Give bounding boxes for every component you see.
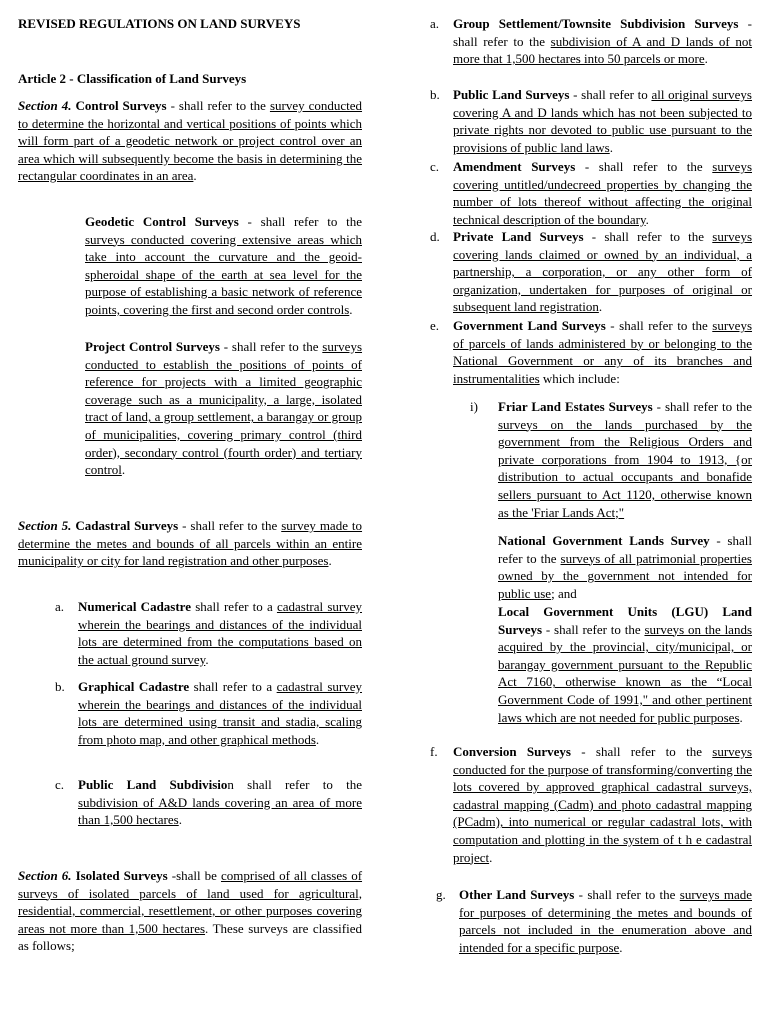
list-item-text xyxy=(78,598,362,668)
section-6-definition: comprised of all classes of surveys of isolated parcels of land used for agricultural, residential, commercial, resettlement, or other purposes covering areas not more than 1,500 hectares xyxy=(18,868,363,936)
list-item-text xyxy=(453,743,752,866)
list-item-definition: surveys covering untitled/undecreed properties by changing the number of lots thereof without affecting the original technical description of the boundary xyxy=(453,159,752,227)
list-marker: c. xyxy=(430,159,440,174)
list-marker: a. xyxy=(430,16,440,31)
list-item-text xyxy=(78,678,362,748)
sublist-item-lead: - shall refer to the xyxy=(542,621,645,637)
list-marker: d. xyxy=(430,229,440,244)
list-item-text xyxy=(453,158,752,228)
section-6-text-end: . These surveys are classified as follows; xyxy=(18,920,363,954)
list-item-end: . xyxy=(489,849,493,865)
section-4-term: Control Surveys xyxy=(75,98,167,113)
list-marker: f. xyxy=(430,744,438,759)
list-item-definition: all original surveys covering A and D lands which has not been subjected to private rights nor devoted to public use pursuant to the provisions of public land laws xyxy=(453,87,752,155)
sublist-item-term: Friar Land Estates Surveys xyxy=(498,399,653,414)
list-item-text xyxy=(453,15,752,68)
sublist-item-definition: surveys on the lands acquired by the provincial, city/municipal, or barangay government pursuant to the Republic Act 7160, otherwise known as the “Local Government Code of 1991," and other pertinent laws which are not needed for public purposes xyxy=(498,621,753,725)
list-marker: c. xyxy=(55,777,65,792)
list-item-end: which include: xyxy=(539,370,620,386)
list-item-definition: surveys of parcels of lands administered by or belonging to the National Government or any of its branches and instrumentalities xyxy=(453,318,752,386)
list-item-definition: cadastral survey wherein the bearings and distances of the individual lots are determined from the computations based on the actual ground survey xyxy=(78,599,362,667)
section-4-label: Section 4. xyxy=(18,98,72,113)
list-item-end: . xyxy=(178,812,182,828)
list-item-definition: subdivision of A&D lands covering an area of more than 1,500 hectares xyxy=(78,794,362,828)
geodetic-text-end: . xyxy=(349,301,353,317)
section-5-paragraph xyxy=(18,517,362,570)
list-item-text xyxy=(459,886,752,956)
sublist-item-lead: - shall refer to the xyxy=(498,533,752,566)
list-item-term: Group Settlement/Townsite Subdivision Surveys xyxy=(453,16,739,31)
list-item-lead: - shall refer to xyxy=(569,87,652,102)
sublist-marker: i) xyxy=(470,399,478,414)
sublist-item-lead: - shall refer to the xyxy=(652,399,752,414)
sublist-item-definition: surveys on the lands purchased by the government from the Religious Orders and private corporations from 1904 to 1913, {or distribution to actual occupants and bonafide sellers pursuant to Act 1120, otherwise known as the 'Friar Lands Act;" xyxy=(498,416,752,520)
list-item-public-land-surveys xyxy=(430,86,752,156)
list-item-group-settlement xyxy=(430,15,752,68)
project-paragraph xyxy=(85,338,362,479)
list-item-term: Government Land Surveys xyxy=(453,318,606,333)
article-heading: Article 2 - Classification of Land Surveys xyxy=(18,71,247,86)
list-item-end: . xyxy=(205,651,209,667)
list-marker: b. xyxy=(55,679,65,694)
section-4 xyxy=(18,97,362,185)
geodetic-control-surveys xyxy=(85,213,362,319)
list-item-lead: - shall refer to the xyxy=(575,159,713,174)
section-4-definition: survey conducted to determine the horizontal and vertical positions of points which will form part of a geodetic network or project control over an area which will subsequently become the basis in determining the rectangular coordinates in an area xyxy=(18,98,363,184)
sublist-item-end: ; and xyxy=(551,585,577,601)
section-5-text-end: . xyxy=(328,553,332,569)
project-control-surveys xyxy=(85,338,362,479)
sublist-item-text xyxy=(498,398,752,521)
list-item-graphical-cadastre xyxy=(55,678,362,748)
section-5-term: Cadastral Surveys xyxy=(75,518,179,533)
list-item-end: . xyxy=(619,939,623,955)
list-item-numerical-cadastre xyxy=(55,598,362,668)
list-item-definition: cadastral survey wherein the bearings and distances of the individual lots are determined using transit and stadia, scaling from photo map, and other graphical methods xyxy=(78,679,362,747)
list-item-term: Conversion Surveys xyxy=(453,744,571,759)
sublist-item-term: Local Government Units (LGU) Land Surveys xyxy=(498,604,752,637)
project-term: Project Control Surveys xyxy=(85,339,220,354)
list-item-definition: subdivision of A and D lands of not more that 1,500 hectares into 50 parcels or more xyxy=(453,33,752,67)
list-item-end: . xyxy=(598,299,603,315)
list-item-term: Graphical Cadastre xyxy=(78,679,190,694)
list-item-lead: shall refer to a xyxy=(189,679,277,694)
section-4-paragraph xyxy=(18,97,362,185)
list-marker: b. xyxy=(430,87,440,102)
list-item-definition: surveys made for purposes of determining the metes and bounds of parcels not included in the enumeration above and intended for a specific purpose xyxy=(459,887,752,955)
list-item-term: Other Land Surveys xyxy=(459,887,575,902)
list-item-term: Amendment Surveys xyxy=(453,159,576,174)
list-item-lead: shall refer to a xyxy=(191,599,277,614)
section-6-text: -shall be xyxy=(167,868,221,883)
section-6-paragraph xyxy=(18,867,362,955)
section-5-label: Section 5. xyxy=(18,518,72,533)
list-item-end: . xyxy=(609,139,613,155)
geodetic-definition: surveys conducted covering extensive areas which take into account the curvature and the geoid-spheroidal shape of the earth at sea level for the purpose of establishing a basic network of reference points, covering the first and second order controls xyxy=(85,231,362,317)
list-item-end: . xyxy=(704,51,708,67)
list-marker: e. xyxy=(430,318,440,333)
list-marker: a. xyxy=(55,599,65,614)
project-text-end: . xyxy=(121,462,126,478)
section-5-definition: survey made to determine the metes and bounds of all parcels within an entire municipality or city for land registration and other purposes xyxy=(18,518,363,569)
section-4-text-end: . xyxy=(193,168,197,184)
list-item-other-land-surveys xyxy=(436,886,752,956)
list-item-text xyxy=(453,86,752,156)
list-item-term-tail: n xyxy=(227,777,234,792)
sublist-item-text xyxy=(498,532,752,602)
list-item-term: Public Land Subdivisio xyxy=(78,777,228,792)
section-6 xyxy=(18,867,362,955)
sublist-item-term: National Government Lands Survey xyxy=(498,533,710,548)
project-text: - shall refer to the xyxy=(219,339,323,354)
list-item-end: . xyxy=(645,211,649,227)
list-item-private-land-surveys xyxy=(430,228,752,316)
list-item-text xyxy=(453,317,752,387)
section-5-text: - shall refer to the xyxy=(178,518,282,533)
project-definition: surveys conducted to establish the positions of points of reference for projects with a limited geographic coverage such as a municipality, a large, isolated tract of land, a group settlement, a barangay or group of municipalities, covering primary control (third order), secondary control (fourth order) and tertiary control xyxy=(85,339,363,478)
section-6-term: Isolated Surveys xyxy=(75,868,168,883)
list-item-text xyxy=(453,228,752,316)
geodetic-text: - shall refer to the xyxy=(238,214,363,229)
list-item-lead: - shall refer to the xyxy=(453,16,752,49)
list-marker: g. xyxy=(436,887,446,902)
sublist-item-lgu-land-surveys xyxy=(498,603,752,726)
list-item-lead: - shall refer to the xyxy=(605,318,713,333)
list-item-conversion-surveys xyxy=(430,743,752,866)
geodetic-paragraph xyxy=(85,213,362,319)
list-item-lead: - shall refer to the xyxy=(574,887,680,902)
sublist-item-national-government-lands xyxy=(498,532,752,602)
list-item-lead: - shall refer to the xyxy=(570,744,713,759)
geodetic-term: Geodetic Control Surveys xyxy=(85,214,239,229)
list-item-lead: - shall refer to the xyxy=(583,229,713,244)
list-item-public-land-subdivision xyxy=(55,776,362,829)
list-item-text xyxy=(78,776,362,829)
list-item-definition: surveys covering lands claimed or owned by an individual, a partnership, a corporation, or any other form of organization, undertaken for purposes of original or subsequent land registration xyxy=(453,229,752,315)
list-item-term: Private Land Surveys xyxy=(453,229,584,244)
document-title: REVISED REGULATIONS ON LAND SURVEYS xyxy=(18,16,301,31)
sublist-item-end: . xyxy=(739,709,743,725)
section-6-label: Section 6. xyxy=(18,868,72,883)
section-5 xyxy=(18,517,362,570)
list-item-term: Numerical Cadastre xyxy=(78,599,191,614)
sublist-item-text xyxy=(498,603,752,726)
list-item-term: Public Land Surveys xyxy=(453,87,570,102)
list-item-lead: shall refer to the xyxy=(233,777,363,792)
sublist-item-definition: surveys of all patrimonial properties owned by the government not intended for public use xyxy=(498,550,752,601)
sublist-item-friar-land xyxy=(470,398,752,521)
list-item-end: . xyxy=(315,731,320,747)
section-4-text: - shall refer to the xyxy=(166,98,270,113)
list-item-government-land-surveys xyxy=(430,317,752,387)
list-item-amendment-surveys xyxy=(430,158,752,228)
list-item-definition: surveys conducted for the purpose of transforming/converting the lots covered by approved graphical cadastral surveys, cadastral mapping (Cadm) and photo cadastral mapping (PCadm), into numerical or regular cadastral lots, with computation and plotting in the system of t h e cadastral project xyxy=(453,744,753,865)
